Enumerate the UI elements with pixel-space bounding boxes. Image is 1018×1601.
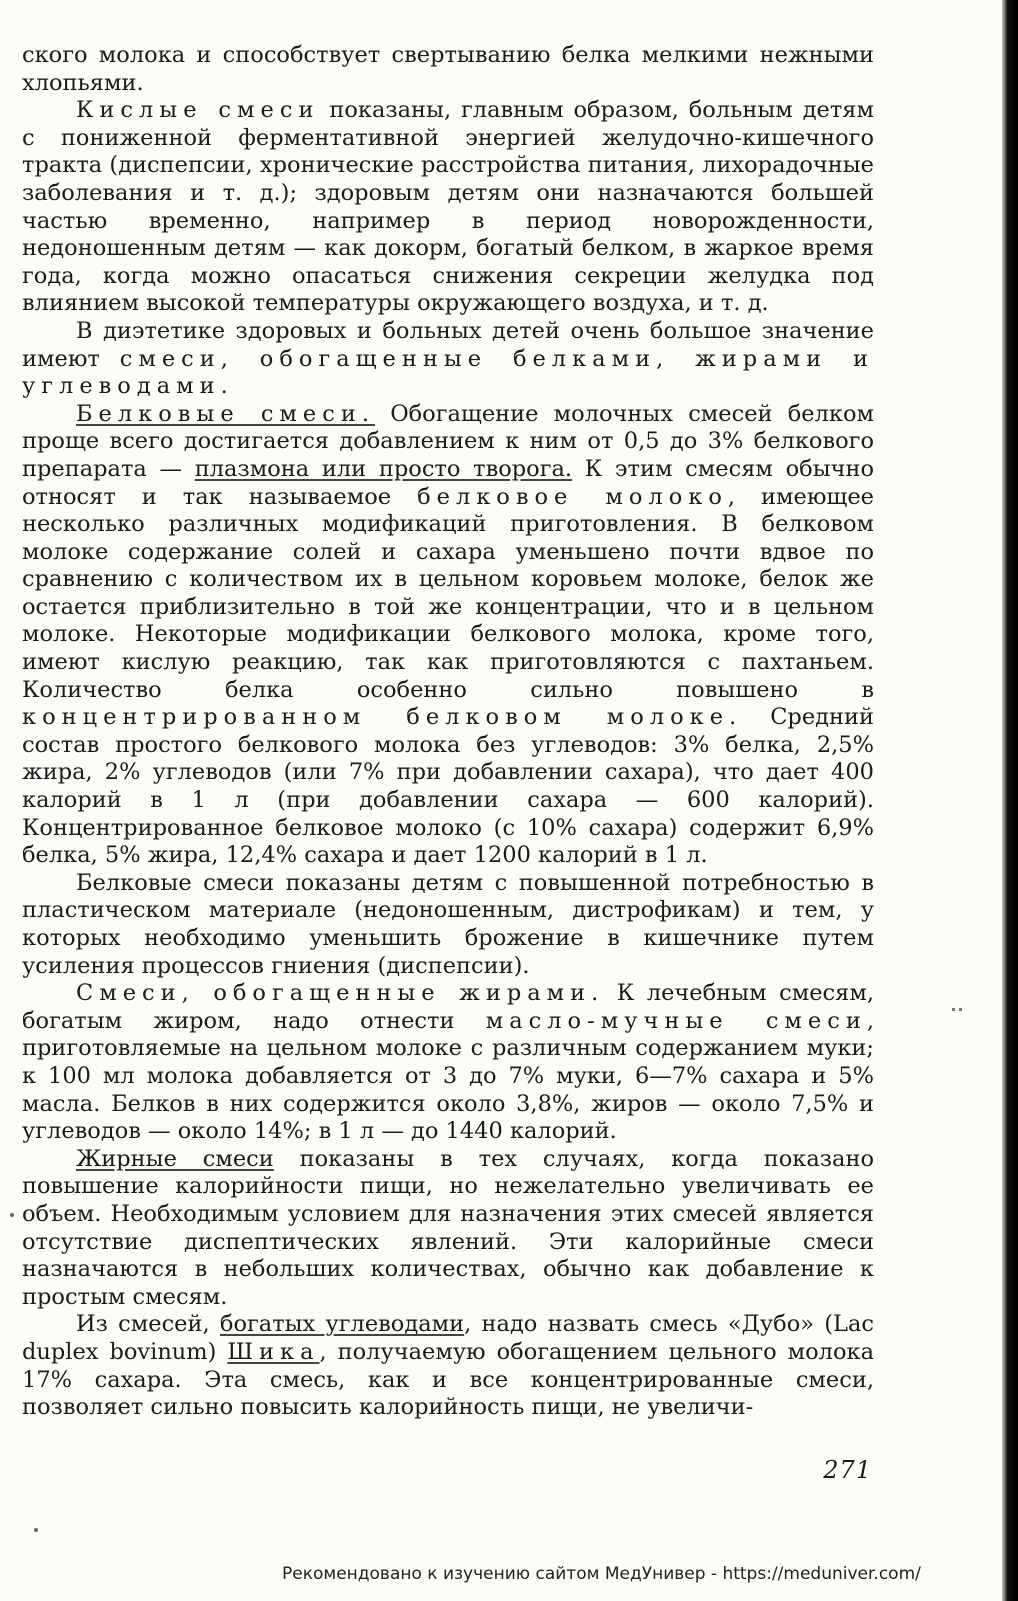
paragraph-protein-indications — [22, 870, 874, 980]
enriched-mixtures-term: смеси, обогащенные белками, жирами и углеводами. — [22, 345, 874, 400]
fat-mixtures-heading: Смеси, обогащенные жирами. — [76, 980, 605, 1007]
dietetics-text: В диэтетике здоровых и больных детей очень большое значение имеют — [22, 317, 874, 372]
carb-text-a: Из смесей, — [76, 1311, 220, 1338]
paragraph-1-text: ского молока и способствует свертыванию белка мелкими нежными хлопьями. — [22, 42, 874, 96]
carb-text-c: , получаемую обогащением цельного молока 17% сахара. Эта смесь, как и все концентрированные смеси, позволяет сильно повысить калорийность пищи, не увеличи- — [22, 1338, 874, 1421]
paragraph-fat-mixtures — [22, 980, 874, 1146]
fat-text-b: , приготовляемые на цельном молоке с различным содержанием муки; к 100 мл молока добавляется от 3 до 7% муки, 6—7% сахара и 5% масла. Белков в них содержится около 3,8%, жиров — около 7,5% и углеводов — около 14%; в 1 л — до 1440 калорий. — [22, 1007, 874, 1145]
butter-flour-term: масло-мучные смеси — [485, 1007, 867, 1034]
scan-speck — [34, 1528, 38, 1532]
paragraph-fat-indications — [22, 1146, 874, 1312]
concentrated-protein-milk-term: концентрированном белковом молоке — [22, 704, 730, 731]
paragraph-acid-mixtures — [22, 97, 874, 318]
carb-text-b: , надо назвать смесь «Дубо» (Lac duplex bovinum) — [22, 1311, 875, 1365]
carb-underlined: богатых углеводами — [219, 1311, 465, 1338]
acid-mixtures-text: показаны, главным образом, больным детям с пониженной ферментативной энергией желудочно-кишечного тракта (диспепсии, хронические расстройства питания, лихорадочные заболевания и т. д.); здоровым детям они назначаются большей частью временно, например в период новорожденности, недоношенным детям — как докорм, богатый белком, в жаркое время года, когда можно опасаться снижения секреции желудка под влиянием высокой температуры окружающего воздуха, и т. д. — [22, 97, 875, 317]
scan-edge-shadow — [1002, 0, 1018, 1601]
protein-text-a: Обогащение молочных смесей белком проще всего достигается добавлением к ним от 0,5 до 3% белкового препарата — — [22, 400, 874, 482]
page-number: 271 — [823, 1456, 872, 1484]
protein-milk-term: белковое молоко — [417, 483, 728, 510]
protein-text-c: , имеющее несколько различных модификаций приготовления. В белковом молоке содержание солей и сахара уменьшено почти вдвое по сравнению с количеством их в цельном коровьем молоке, белок же остается приблизительно в той же концентрации, что и в цельном молоке. Некоторые модификации белкового молока, кроме того, имеют кислую реакцию, так как приготовляются с пахтаньем. Количество белка особенно сильно повышено в — [22, 483, 874, 703]
shik-term: Шика — [227, 1338, 320, 1365]
protein-mixtures-heading: Белковые смеси. — [76, 400, 375, 427]
paragraph-dietetics — [22, 318, 874, 401]
page-body — [22, 42, 874, 1422]
fat-text-a: К лечебным смесям, богатым жиром, надо отнести — [22, 980, 874, 1034]
fat-indications-text: показаны в тех случаях, когда показано повышение калорийности пищи, но нежелательно увеличивать ее объем. Необходимым условием для назначения этих смесей является отсутствие диспептических явлений. Эти калорийные смеси назначаются в небольших количествах, обычно как добавление к простым смесям. — [22, 1145, 874, 1310]
paragraph-carb-mixtures — [22, 1311, 874, 1421]
protein-text-b: К этим смесям обычно относят и так называемое — [22, 455, 875, 510]
scan-mark — [952, 1008, 962, 1015]
protein-indications-text: Белковые смеси показаны детям с повышенной потребностью в пластическом материале (недоношенным, дистрофикам) и тем, у которых необходимо уменьшить брожение в кишечнике путем усиления процессов гниения (диспепсии). — [22, 869, 874, 979]
footer-recommendation: Рекомендовано к изучению сайтом МедУнивер - https://meduniver.com/ — [282, 1564, 921, 1584]
acid-mixtures-term: Кислые смеси — [76, 97, 320, 124]
plasmon-underlined: плазмона или просто творога. — [194, 455, 573, 482]
paragraph-1 — [22, 42, 874, 97]
paragraph-protein-mixtures — [22, 401, 874, 870]
fat-mixtures-underlined: Жирные смеси — [76, 1145, 274, 1172]
protein-text-d: . Средний состав простого белкового молока без углеводов: 3% белка, 2,5% жира, 2% углеводов (или 7% при добавлении сахара), что дает 400 калорий в 1 л (при добавлении сахара — 600 калорий). Концентрированное белковое молоко (с 10% сахара) содержит 6,9% белка, 5% жира, 12,4% сахара и дает 1200 калорий в 1 л. — [22, 704, 874, 869]
scan-speck — [10, 1213, 14, 1217]
